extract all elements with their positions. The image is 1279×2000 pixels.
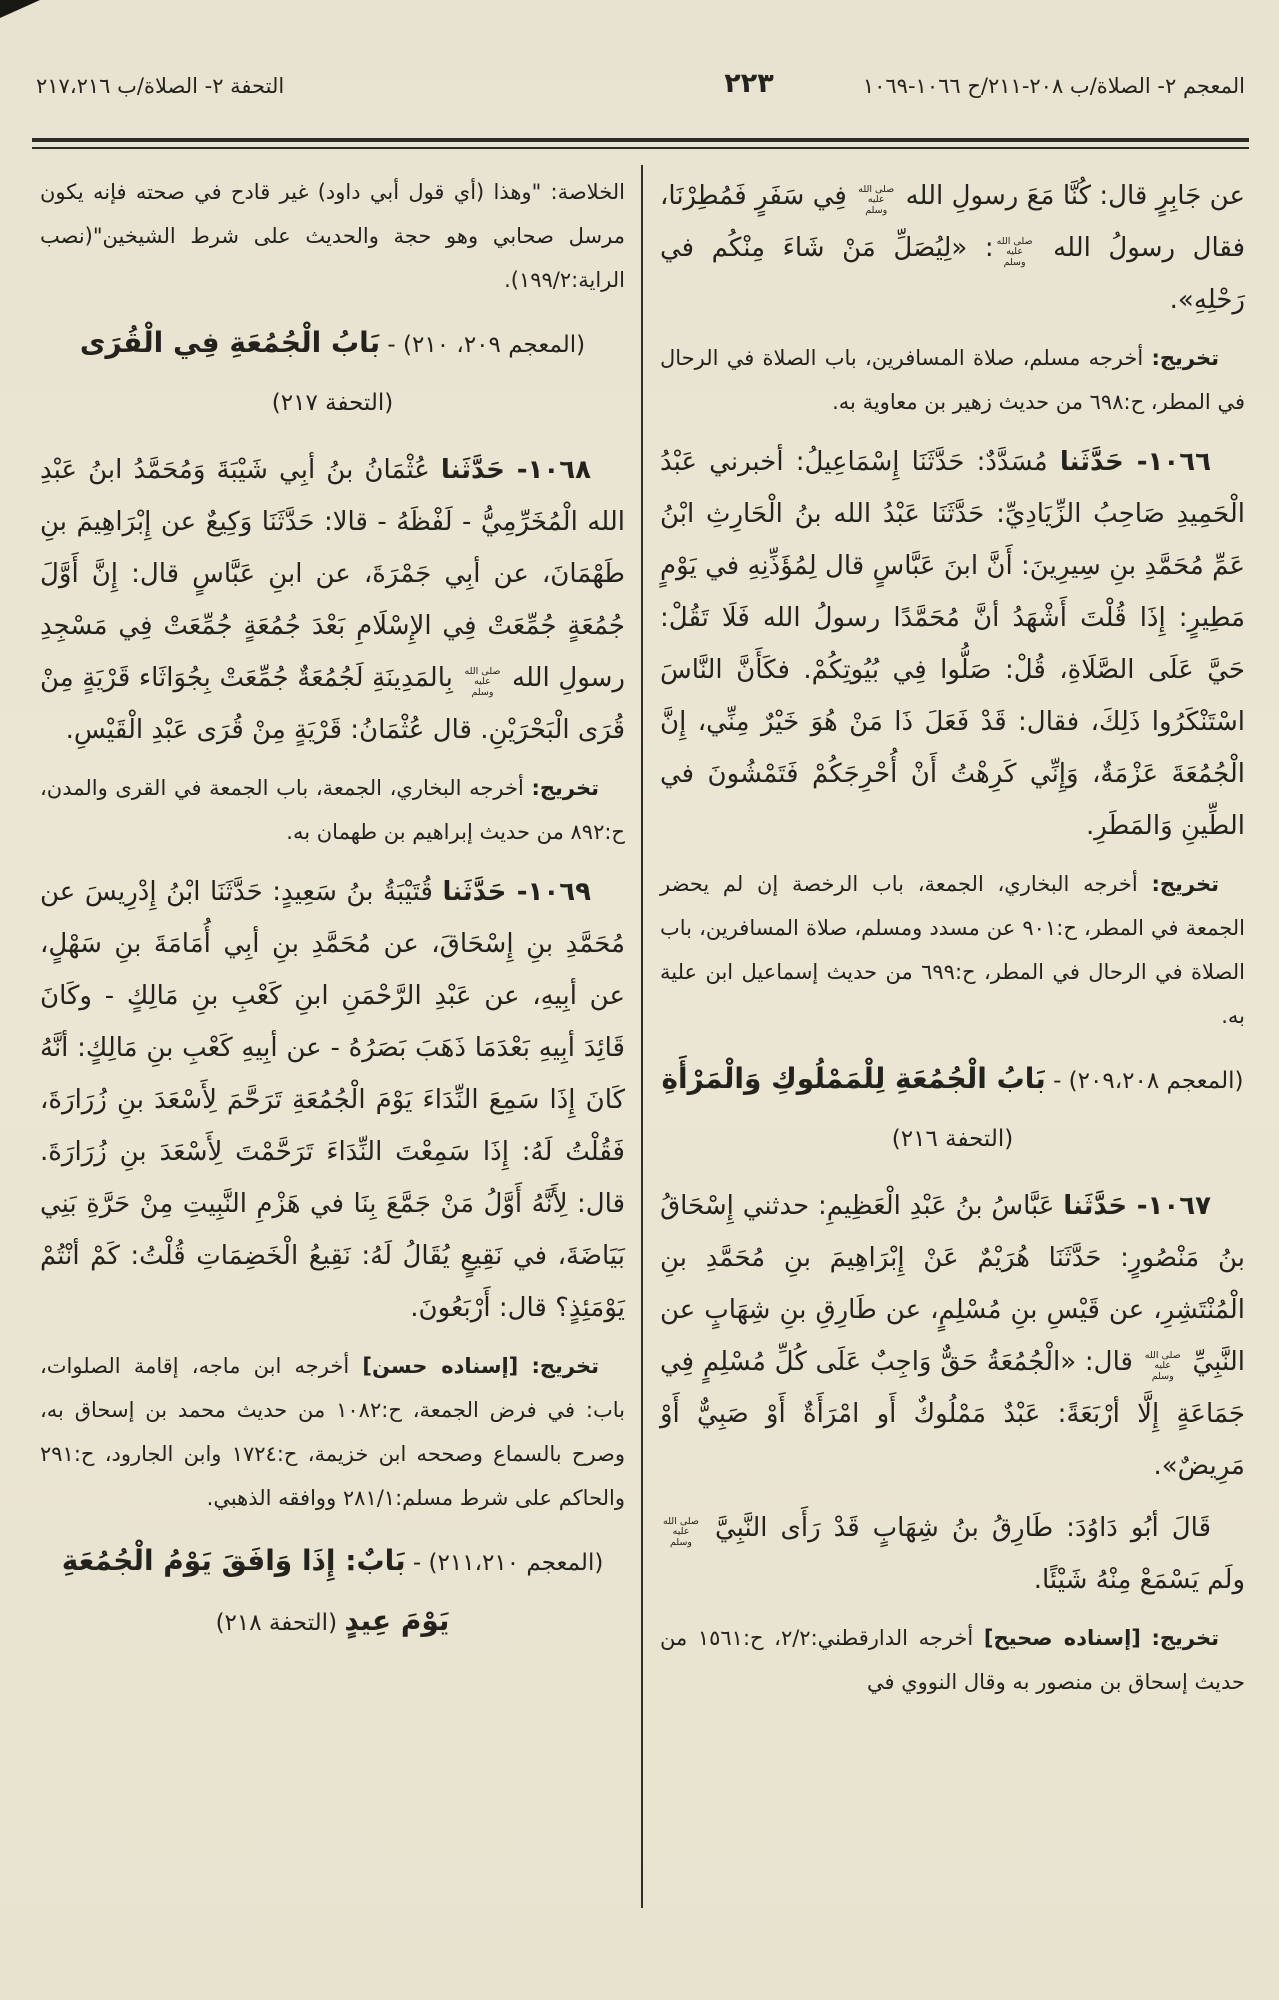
column-left: [40, 170, 625, 1664]
header-tuhfa-reference: التحفة ٢- الصلاة/ب ٢١٧،٢١٦: [36, 74, 285, 98]
hadith-number-1068: ١٠٦٨- حَدَّثَنا: [440, 455, 591, 485]
scan-corner-artifact: [0, 0, 40, 18]
chapter-muajam-ref: (المعجم ٢٠٩، ٢١٠) -: [380, 332, 586, 358]
header-rule-thin: [32, 147, 1249, 149]
takhrij-label: تخريج:: [1151, 346, 1219, 370]
saw-honorific-mark: صلى الله عليه وسلم: [1144, 1349, 1181, 1382]
chapter-muajam-ref: (المعجم ٢٠٩،٢٠٨) -: [1045, 1068, 1244, 1094]
saw-honorific-mark: صلى الله عليه وسلم: [464, 665, 501, 698]
hadith-1069-text: قُتَيْبَةُ بنُ سَعِيدٍ: حَدَّثَنَا ابْنُ إِدْرِيسَ عن مُحَمَّدِ بنِ إِسْحَاقَ، عن مُحَمَّدِ بنِ أبِي أُمَامَةَ بنِ سَهْلٍ، عن أبِيهِ، عن عَبْدِ الرَّحْمَنِ ابنِ كَعْبِ بنِ مَالِكٍ - وكَانَ قَائِدَ أبِيهِ بَعْدَمَا ذَهَبَ بَصَرُهُ - عن أبِيهِ كَعْبِ بنِ مَالِكٍ: أنَّهُ كَانَ إِذَا سَمِعَ النِّدَاءَ يَوْمَ الْجُمُعَةِ تَرَحَّمَ لِأَسْعَدَ بنِ زُرَارَةَ، فَقُلْتُ لَهُ: إِذَا سَمِعْتَ النِّدَاءَ تَرَحَّمْتَ لِأَسْعَدَ بنِ زُرَارَةَ. قال: لِأَنَّهُ أَوَّلُ مَنْ جَمَّعَ بِنَا في هَزْمِ النَّبِيتِ مِنْ حَرَّةِ بَنِي بَيَاضَةَ، في نَقِيعٍ يُقَالُ لَهُ: نَقِيعُ الْخَضِمَاتِ قُلْتُ: كَمْ أنْتُمْ يَوْمَئِذٍ؟ قال: أَرْبَعُونَ.: [40, 877, 625, 1323]
hadith-1065-continuation: عن جَابِرٍ قال: كُنَّا مَعَ رسولِ الله صلى الله عليه وسلم فِي سَفَرٍ فَمُطِرْنَا، فقال رسولُ الله صلى الله عليه وسلم: «لِيُصَلِّ مَنْ شَاءَ مِنْكُم في رَحْلِهِ».: [660, 181, 1246, 315]
chapter-muajam-ref: (المعجم ٢١١،٢١٠) -: [405, 1550, 604, 1576]
takhrij-text: أخرجه البخاري، الجمعة، باب الرخصة إن لم يحضر الجمعة في المطر، ح:٩٠١ عن مسدد ومسلم، صلاة المسافرين، باب الصلاة في الرحال في المطر، ح:٦٩٩ من حديث إسماعيل ابن علية به.: [660, 872, 1245, 1028]
chapter-tuhfa-ref: (التحفة ٢١٧): [271, 390, 394, 416]
hadith-1066-text: مُسَدَّدٌ: حَدَّثَنَا إِسْمَاعِيلُ: أخبرني عَبْدُ الْحَمِيدِ صَاحِبُ الزِّيَادِيِّ: حَدَّثَنَا عَبْدُ الله بنُ الْحَارِثِ ابْنُ عَمِّ مُحَمَّدِ بنِ سِيرِينَ: أَنَّ ابنَ عَبَّاسٍ قال لِمُؤَذِّنِهِ في يَوْمٍ مَطِيرٍ: إِذَا قُلْتَ أَشْهَدُ أنَّ مُحَمَّدًا رسولُ الله فَلَا تَقُلْ: حَيَّ عَلَى الصَّلَاةِ، قُلْ: صَلُّوا فِي بُيُوتِكُمْ. فكَأَنَّ النَّاسَ اسْتَنْكَرُوا ذَلِكَ، فقال: قَدْ فَعَلَ ذَا مَنْ هُوَ خَيْرٌ مِنِّي، إِنَّ الْجُمُعَةَ عَزْمَةٌ، وَإِنِّي كَرِهْتُ أَنْ أُحْرِجَكُمْ فَتَمْشُونَ في الطِّينِ وَالمَطَرِ.: [660, 447, 1245, 841]
hadith-1069: [40, 866, 625, 1334]
chapter-title: بَابٌ: إِذَا وَافَقَ يَوْمُ الْجُمُعَةِ يَوْمَ عِيدٍ: [61, 1544, 450, 1637]
chapter-title: بَابُ الْجُمُعَةِ فِي الْقُرَى: [79, 326, 381, 359]
takhrij-note-1068: [40, 766, 625, 854]
hadith-number-1069: ١٠٦٩- حَدَّثَنا: [442, 877, 591, 907]
chapter-heading-jumua-eid: [40, 1532, 625, 1652]
takhrij-text: أخرجه مسلم، صلاة المسافرين، باب الصلاة في الرحال في المطر، ح:٦٩٨ من حديث زهير بن معاوية به.: [660, 346, 1245, 414]
saw-honorific-mark: صلى الله عليه وسلم: [996, 235, 1033, 268]
header-muajam-reference: المعجم ٢- الصلاة/ب ٢٠٨-٢١١/ح ١٠٦٦-١٠٦٩: [862, 74, 1245, 98]
chapter-title: بَابُ الْجُمُعَةِ لِلْمَمْلُوكِ وَالْمَرْأَةِ: [661, 1062, 1046, 1095]
takhrij-label: تخريج:: [1151, 1626, 1219, 1650]
chapter-heading-jumua-qura: [40, 314, 625, 432]
isnad-grade: [إسناده حسن]: [362, 1354, 519, 1378]
hadith-1067: [660, 1180, 1245, 1492]
chapter-tuhfa-ref: (التحفة ٢١٨): [215, 1610, 338, 1636]
hadith-number-1067: ١٠٦٧- حَدَّثَنا: [1063, 1191, 1211, 1221]
takhrij-text: أخرجه البخاري، الجمعة، باب الجمعة في القرى والمدن، ح:٨٩٢ من حديث إبراهيم بن طهمان به.: [40, 776, 625, 844]
takhrij-label: تخريج:: [531, 776, 599, 800]
header-rule-thick: [32, 138, 1249, 142]
hadith-1067-text: عَبَّاسُ بنُ عَبْدِ الْعَظِيمِ: حدثني إِسْحَاقُ بنُ مَنْصُورٍ: حَدَّثَنَا هُرَيْمٌ عَنْ إِبْرَاهِيمَ بنِ مُحَمَّدِ بنِ الْمُنْتَشِرِ، عن قَيْسِ بنِ مُسْلِمٍ، عن طَارِقِ بنِ شِهَابٍ عن النَّبِيِّ صلى الله عليه وسلم قال: «الْجُمُعَةُ حَقٌّ وَاجِبٌ عَلَى كُلِّ مُسْلِمٍ فِي جَمَاعَةٍ إِلَّا أرْبَعَةً: عَبْدٌ مَمْلُوكٌ أَو امْرَأَةٌ أَوْ صَبِيٌّ أَوْ مَرِيضٌ».: [660, 1191, 1245, 1481]
chapter-tuhfa-ref: (التحفة ٢١٦): [891, 1126, 1014, 1152]
saw-honorific-mark: صلى الله عليه وسلم: [663, 1515, 699, 1548]
takhrij-text: أخرجه الدارقطني:٢/٢، ح:١٥٦١ من حديث إسحاق بن منصور به وقال النووي في: [660, 1626, 1245, 1694]
hadith-number-1066: ١٠٦٦- حَدَّثَنا: [1059, 447, 1211, 477]
column-right: [660, 170, 1245, 1716]
khulasa-continuation: الخلاصة: "وهذا (أي قول أبي داود) غير قادح في صحته فإنه يكون مرسل صحابي وهو حجة والحديث على شرط الشيخين"(نصب الراية:١٩٩/٢).: [40, 180, 625, 292]
hadith-1068: [40, 444, 625, 756]
abu-dawud-comment: قَالَ أبُو دَاوُدَ: طَارِقُ بنُ شِهَابٍ قَدْ رَأَى النَّبِيَّ صلى الله عليه وسلم ولَم يَسْمَعْ مِنْهُ شَيْئًا.: [663, 1513, 1245, 1595]
takhrij-note-1065: [660, 336, 1245, 424]
isnad-grade: [إسناده صحيح]: [983, 1626, 1141, 1650]
takhrij-label: تخريج:: [531, 1354, 599, 1378]
hadith-1068-text: عُثْمَانُ بنُ أبِي شَيْبَةَ وَمُحَمَّدُ ابنُ عَبْدِ الله الْمُخَرِّمِيُّ - لَفْظَهُ - قالا: حَدَّثَنَا وَكِيعٌ عن إِبْرَاهِيمَ بنِ طَهْمَانَ، عن أبِي جَمْرَةَ، عن ابنِ عَبَّاسٍ قال: إِنَّ أَوَّلَ جُمُعَةٍ جُمِّعَتْ فِي الإِسْلَامِ بَعْدَ جُمُعَةٍ جُمِّعَتْ فِي مَسْجِدِ رسولِ الله صلى الله عليه وسلم بِالمَدِينَةِ لَجُمُعَةٌ جُمِّعَتْ بِجُوَاثَاء قَرْيَةٍ مِنْ قُرَى الْبَحْرَيْنِ. قال عُثْمَانُ: قَرْيَةٍ مِنْ قُرَى عَبْدِ الْقَيْسِ.: [40, 455, 625, 745]
page-number: ٢٢٣: [724, 68, 774, 99]
takhrij-note-1069: [40, 1344, 625, 1520]
takhrij-label: تخريج:: [1151, 872, 1219, 896]
takhrij-note-1067: [660, 1616, 1245, 1704]
hadith-1066: [660, 436, 1245, 852]
running-header: [0, 66, 1279, 110]
column-divider: [641, 165, 643, 1908]
saw-honorific-mark: صلى الله عليه وسلم: [858, 183, 895, 216]
takhrij-note-1066: [660, 862, 1245, 1038]
takhrij-text: أخرجه ابن ماجه، إقامة الصلوات، باب: في فرض الجمعة، ح:١٠٨٢ من حديث محمد بن إسحاق به، وصرح بالسماع وصححه ابن خزيمة، ح:١٧٢٤ وابن الجارود، ح:٢٩١ والحاكم على شرط مسلم:٢٨١/١ ووافقه الذهبي.: [40, 1354, 626, 1510]
chapter-heading-jumua-mamluk: [660, 1050, 1245, 1168]
